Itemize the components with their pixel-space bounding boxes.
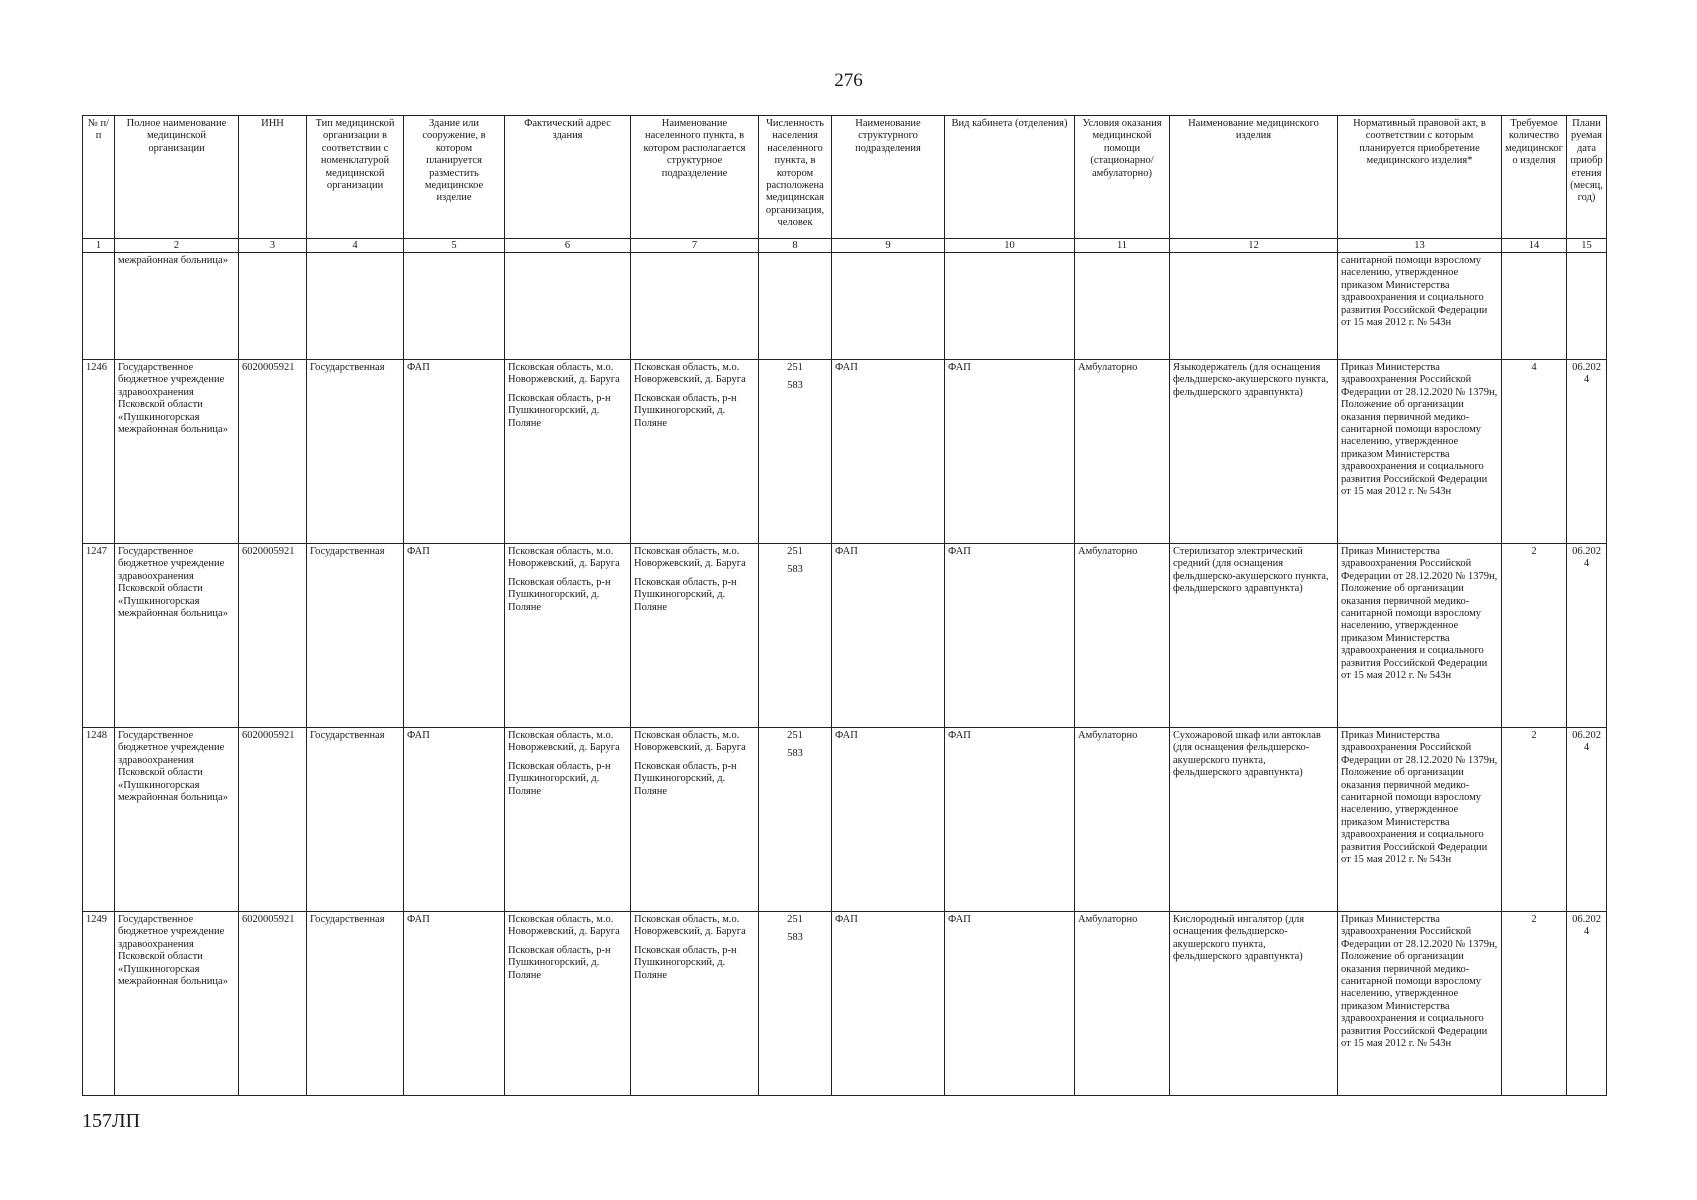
column-number: 15 bbox=[1567, 239, 1607, 253]
header-row bbox=[83, 116, 1607, 239]
address bbox=[505, 728, 631, 912]
address-line: Псковская область, м.о. Новоржевский, д. Баруга bbox=[508, 362, 620, 386]
header-cell: Полное наименование медицинской организации bbox=[115, 116, 239, 239]
column-number: 7 bbox=[631, 239, 759, 253]
address bbox=[505, 912, 631, 1096]
population-value: 251 bbox=[787, 730, 803, 741]
building: ФАП bbox=[404, 544, 505, 728]
population-value: 251 bbox=[787, 362, 803, 373]
building: ФАП bbox=[404, 728, 505, 912]
care-conditions: Амбулаторно bbox=[1075, 544, 1170, 728]
org-type: Государственная bbox=[307, 360, 404, 544]
unit-name: ФАП bbox=[832, 912, 945, 1096]
header-cell: Условия оказания медицинской помощи (стационарно/ амбулаторно) bbox=[1075, 116, 1170, 239]
header-cell: № п/п bbox=[83, 116, 115, 239]
locality-line: Псковская область, р-н Пушкиногорский, д. Поляне bbox=[634, 576, 737, 613]
address-line: Псковская область, р-н Пушкиногорский, д. Поляне bbox=[508, 944, 611, 981]
header-cell: Наименование медицинского изделия bbox=[1170, 116, 1338, 239]
row-number: 1248 bbox=[83, 728, 115, 912]
column-number: 4 bbox=[307, 239, 404, 253]
column-number: 2 bbox=[115, 239, 239, 253]
org-type: Государственная bbox=[307, 912, 404, 1096]
building: ФАП bbox=[404, 360, 505, 544]
quantity: 4 bbox=[1502, 360, 1567, 544]
org-name: Государственное бюджетное учреждение здравоохранения Псковской области «Пушкиногорская межрайонная больница» bbox=[115, 728, 239, 912]
header-cell: Вид кабинета (отделения) bbox=[945, 116, 1075, 239]
locality bbox=[631, 912, 759, 1096]
header-cell: Планируемая дата приобретения (месяц, год) bbox=[1567, 116, 1607, 239]
quantity: 2 bbox=[1502, 544, 1567, 728]
unit-name: ФАП bbox=[832, 728, 945, 912]
column-number: 14 bbox=[1502, 239, 1567, 253]
header-cell: Наименование структурного подразделения bbox=[832, 116, 945, 239]
cabinet-type: ФАП bbox=[945, 544, 1075, 728]
org-name: Государственное бюджетное учреждение здравоохранения Псковской области «Пушкиногорская межрайонная больница» bbox=[115, 912, 239, 1096]
locality-line: Псковская область, м.о. Новоржевский, д. Баруга bbox=[634, 362, 746, 386]
header-cell: Нормативный правовой акт, в соответствии с которым планируется приобретение медицинского изделия* bbox=[1338, 116, 1502, 239]
legal-act: Приказ Министерства здравоохранения Российской Федерации от 28.12.2020 № 1379н, Положение об организации оказания первичной медико-санитарной помощи взрослому населению, утвержденное приказом Министерства здравоохранения и социального развития Российской Федерации от 15 мая 2012 г. № 543н bbox=[1338, 544, 1502, 728]
locality-line: Псковская область, р-н Пушкиногорский, д. Поляне bbox=[634, 944, 737, 981]
population-value: 583 bbox=[787, 564, 803, 576]
document-code: 157ЛП bbox=[82, 1110, 141, 1132]
population-value: 583 bbox=[787, 380, 803, 392]
header-cell: Требуемое количество медицинского изделия bbox=[1502, 116, 1567, 239]
legal-act: Приказ Министерства здравоохранения Российской Федерации от 28.12.2020 № 1379н, Положение об организации оказания первичной медико-санитарной помощи взрослому населению, утвержденное приказом Министерства здравоохранения и социального развития Российской Федерации от 15 мая 2012 г. № 543н bbox=[1338, 912, 1502, 1096]
population bbox=[759, 728, 832, 912]
purchase-date: 06.2024 bbox=[1567, 544, 1607, 728]
legal-act: Приказ Министерства здравоохранения Российской Федерации от 28.12.2020 № 1379н, Положение об организации оказания первичной медико-санитарной помощи взрослому населению, утвержденное приказом Министерства здравоохранения и социального развития Российской Федерации от 15 мая 2012 г. № 543н bbox=[1338, 360, 1502, 544]
cabinet-type: ФАП bbox=[945, 912, 1075, 1096]
org-name: Государственное бюджетное учреждение здравоохранения Псковской области «Пушкиногорская межрайонная больница» bbox=[115, 544, 239, 728]
column-number: 13 bbox=[1338, 239, 1502, 253]
column-number: 11 bbox=[1075, 239, 1170, 253]
header-cell: Тип медицинской организации в соответствии с номенклатурой медицинской организации bbox=[307, 116, 404, 239]
population bbox=[759, 912, 832, 1096]
table-row bbox=[83, 728, 1607, 912]
address-line: Псковская область, м.о. Новоржевский, д. Баруга bbox=[508, 730, 620, 754]
population-value: 583 bbox=[787, 748, 803, 760]
inn: 6020005921 bbox=[239, 360, 307, 544]
population-value: 583 bbox=[787, 932, 803, 944]
locality-line: Псковская область, м.о. Новоржевский, д. Баруга bbox=[634, 546, 746, 570]
population-value: 251 bbox=[787, 914, 803, 925]
device-name: Языкодержатель (для оснащения фельдшерско-акушерского пункта, фельдшерского здравпункта) bbox=[1170, 360, 1338, 544]
column-number: 8 bbox=[759, 239, 832, 253]
care-conditions: Амбулаторно bbox=[1075, 912, 1170, 1096]
cabinet-type: ФАП bbox=[945, 360, 1075, 544]
population-value: 251 bbox=[787, 546, 803, 557]
address-line: Псковская область, м.о. Новоржевский, д. Баруга bbox=[508, 914, 620, 938]
address bbox=[505, 360, 631, 544]
unit-name: ФАП bbox=[832, 360, 945, 544]
locality-line: Псковская область, м.о. Новоржевский, д. Баруга bbox=[634, 914, 746, 938]
column-number-row bbox=[83, 239, 1607, 253]
org-name-cont: межрайонная больница» bbox=[115, 253, 239, 360]
inn: 6020005921 bbox=[239, 728, 307, 912]
column-number: 3 bbox=[239, 239, 307, 253]
locality bbox=[631, 544, 759, 728]
address-line: Псковская область, р-н Пушкиногорский, д. Поляне bbox=[508, 760, 611, 797]
org-type: Государственная bbox=[307, 544, 404, 728]
device-name: Кислородный ингалятор (для оснащения фельдшерско-акушерского пункта, фельдшерского здравпункта) bbox=[1170, 912, 1338, 1096]
column-number: 10 bbox=[945, 239, 1075, 253]
header-cell: Наименование населенного пункта, в котором располагается структурное подразделение bbox=[631, 116, 759, 239]
table-row bbox=[83, 912, 1607, 1096]
address-line: Псковская область, р-н Пушкиногорский, д. Поляне bbox=[508, 392, 611, 429]
care-conditions: Амбулаторно bbox=[1075, 360, 1170, 544]
care-conditions: Амбулаторно bbox=[1075, 728, 1170, 912]
header-cell: Фактический адрес здания bbox=[505, 116, 631, 239]
locality bbox=[631, 360, 759, 544]
locality-line: Псковская область, р-н Пушкиногорский, д. Поляне bbox=[634, 760, 737, 797]
org-name: Государственное бюджетное учреждение здравоохранения Псковской области «Пушкиногорская межрайонная больница» bbox=[115, 360, 239, 544]
row-number: 1246 bbox=[83, 360, 115, 544]
column-number: 9 bbox=[832, 239, 945, 253]
table-row bbox=[83, 544, 1607, 728]
legal-act-cont: санитарной помощи взрослому населению, утвержденное приказом Министерства здравоохранения и социального развития Российской Федерации от 15 мая 2012 г. № 543н bbox=[1338, 253, 1502, 360]
table-row bbox=[83, 360, 1607, 544]
org-type: Государственная bbox=[307, 728, 404, 912]
address bbox=[505, 544, 631, 728]
column-number: 5 bbox=[404, 239, 505, 253]
device-name: Сухожаровой шкаф или автоклав (для оснащения фельдшерско-акушерского пункта, фельдшерского здравпункта) bbox=[1170, 728, 1338, 912]
population bbox=[759, 544, 832, 728]
row-number: 1247 bbox=[83, 544, 115, 728]
column-number: 6 bbox=[505, 239, 631, 253]
address-line: Псковская область, р-н Пушкиногорский, д. Поляне bbox=[508, 576, 611, 613]
column-number: 1 bbox=[83, 239, 115, 253]
inn: 6020005921 bbox=[239, 544, 307, 728]
inn: 6020005921 bbox=[239, 912, 307, 1096]
purchase-date: 06.2024 bbox=[1567, 912, 1607, 1096]
continuation-row bbox=[83, 253, 1607, 360]
quantity: 2 bbox=[1502, 728, 1567, 912]
header-cell: Численность населения населенного пункта, в котором расположена медицинская организация, человек bbox=[759, 116, 832, 239]
page-number: 276 bbox=[834, 70, 863, 91]
registry-table bbox=[82, 115, 1607, 1096]
locality bbox=[631, 728, 759, 912]
locality-line: Псковская область, м.о. Новоржевский, д. Баруга bbox=[634, 730, 746, 754]
quantity: 2 bbox=[1502, 912, 1567, 1096]
purchase-date: 06.2024 bbox=[1567, 360, 1607, 544]
purchase-date: 06.2024 bbox=[1567, 728, 1607, 912]
row-number: 1249 bbox=[83, 912, 115, 1096]
locality-line: Псковская область, р-н Пушкиногорский, д. Поляне bbox=[634, 392, 737, 429]
header-cell: Здание или сооружение, в котором планируется разместить медицинское изделие bbox=[404, 116, 505, 239]
cabinet-type: ФАП bbox=[945, 728, 1075, 912]
device-name: Стерилизатор электрический средний (для оснащения фельдшерско-акушерского пункта, фельдшерского здравпункта) bbox=[1170, 544, 1338, 728]
building: ФАП bbox=[404, 912, 505, 1096]
population bbox=[759, 360, 832, 544]
column-number: 12 bbox=[1170, 239, 1338, 253]
legal-act: Приказ Министерства здравоохранения Российской Федерации от 28.12.2020 № 1379н, Положение об организации оказания первичной медико-санитарной помощи взрослому населению, утвержденное приказом Министерства здравоохранения и социального развития Российской Федерации от 15 мая 2012 г. № 543н bbox=[1338, 728, 1502, 912]
header-cell: ИНН bbox=[239, 116, 307, 239]
address-line: Псковская область, м.о. Новоржевский, д. Баруга bbox=[508, 546, 620, 570]
unit-name: ФАП bbox=[832, 544, 945, 728]
